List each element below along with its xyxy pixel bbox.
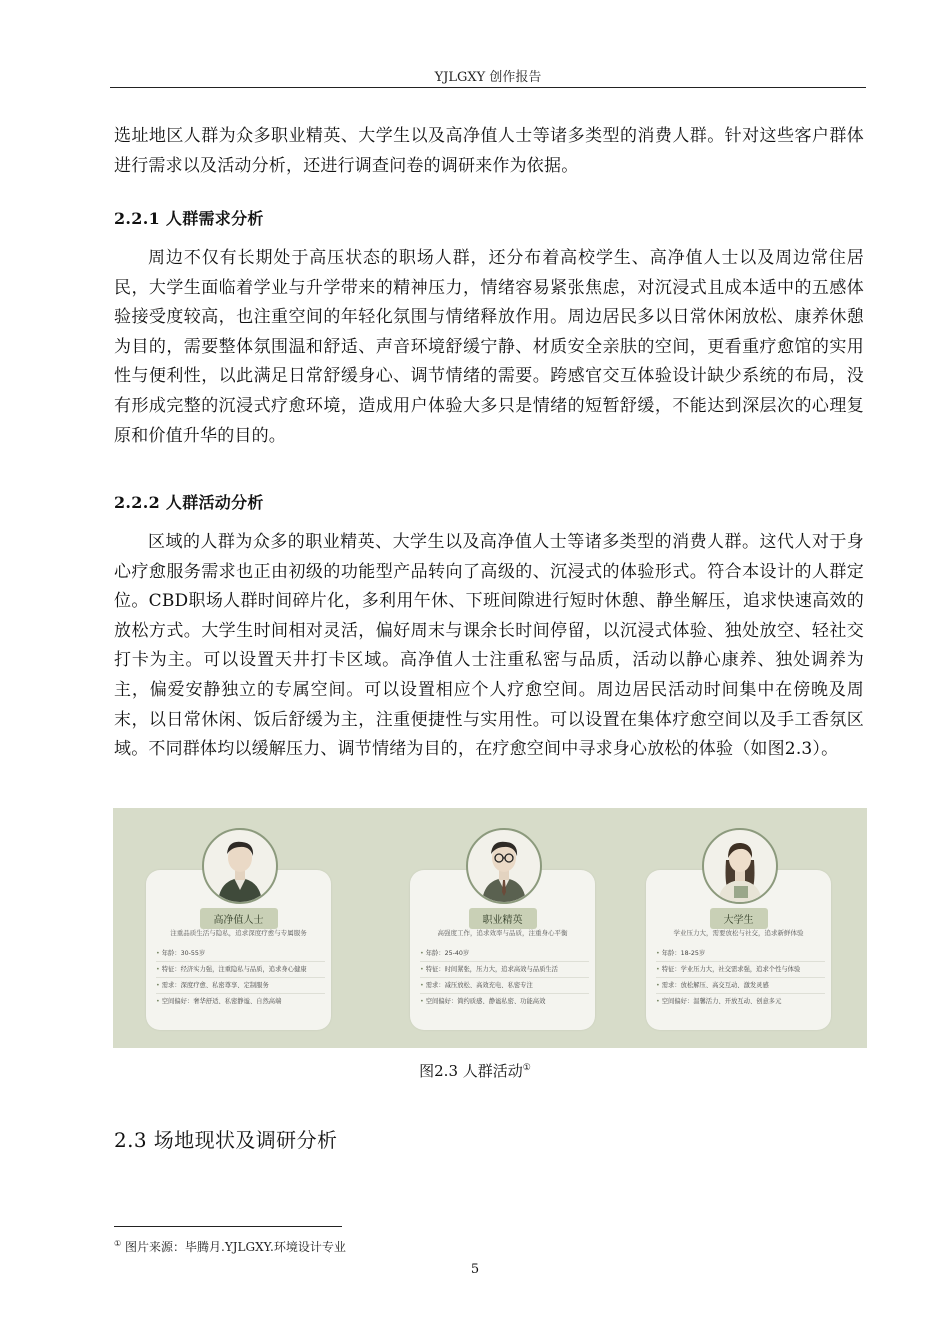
persona-card-high-net-worth: [146, 870, 331, 1030]
persona-detail: • 需求：减压放松、高效充电、私密专注: [420, 977, 589, 993]
persona-detail: • 特征：经济实力强，注重隐私与品质，追求身心健康: [156, 961, 325, 977]
persona-details: [656, 946, 825, 1009]
activity-paragraph: 区域的人群为众多的职业精英、大学生以及高净值人士等诸多类型的消费人群。这代人对于身心疗愈服务需求也正由初级的功能型产品转向了高级的、沉浸式的体验形式。符合本设计的人群定位。CBD职场人群时间碎片化，多利用午休、下班间隙进行短时休憩、静坐解压，追求快速高效的放松方式。大学生时间相对灵活，偏好周末与课余长时间停留，以沉浸式体验、独处放空、轻社交打卡为主。可以设置天井打卡区域。高净值人士注重私密与品质，活动以静心康养、独处调养为主，偏爱安静独立的专属空间。可以设置相应个人疗愈空间。周边居民活动时间集中在傍晚及周末，以日常休闲、饭后舒缓为主，注重便捷性与实用性。可以设置在集体疗愈空间以及手工香氛区域。不同群体均以缓解压力、调节情绪为目的，在疗愈空间中寻求身心放松的体验（如图2.3）。: [114, 532, 864, 760]
persona-card-student: [646, 870, 831, 1030]
persona-subtitle: 高强度工作，追求效率与品质，注重身心平衡: [437, 929, 568, 937]
persona-avatar-man-icon: [202, 828, 278, 904]
needs-paragraph: 周边不仅有长期处于高压状态的职场人群，还分布着高校学生、高净值人士以及周边常住居民，大学生面临着学业与升学带来的精神压力，情绪容易紧张焦虑，对沉浸式且成本适中的五感体验接受度较高，也注重空间的年轻化氛围与情绪释放作用。周边居民多以日常休闲放松、康养休憩为目的，需要整体氛围温和舒适、声音环境舒缓宁静、材质安全亲肤的空间，更看重疗愈馆的实用性与便利性，以此满足日常舒缓身心、调节情绪的需要。跨感官交互体验设计缺少系统的布局，没有形成完整的沉浸式疗愈环境，造成用户体验大多只是情绪的短暂舒缓，不能达到深层次的心理复原和价值升华的目的。: [114, 248, 864, 446]
footnote-ref-mark: ①: [522, 1063, 531, 1073]
section-heading-2-3: 2.3 场地现状及调研分析: [114, 1128, 338, 1152]
figure-caption-text: 图2.3 人群活动: [419, 1062, 523, 1080]
persona-detail: • 特征：时间紧张，压力大，追求高效与品质生活: [420, 961, 589, 977]
section-heading-2-2-2: 2.2.2 人群活动分析: [114, 493, 264, 512]
page-number: 5: [470, 1262, 480, 1277]
footnote: [114, 1238, 346, 1255]
section-heading-2-2-1: 2.2.1 人群需求分析: [114, 209, 264, 228]
persona-avatar-glasses-man-icon: [466, 828, 542, 904]
footnote-mark: ①: [114, 1239, 122, 1248]
persona-subtitle: 学业压力大，需要放松与社交，追求新鲜体验: [673, 929, 804, 937]
header-rule: [110, 87, 866, 88]
persona-detail: • 年龄：25-40岁: [420, 946, 589, 961]
persona-detail: • 需求：放松解压、高交互动、激发灵感: [656, 977, 825, 993]
footnote-rule: [114, 1226, 342, 1227]
figure-caption: [0, 1060, 950, 1081]
persona-detail: • 需求：深度疗愈、私密尊享、定制服务: [156, 977, 325, 993]
persona-details: [420, 946, 589, 1009]
persona-detail: • 特征：学业压力大，社交需求强，追求个性与体验: [656, 961, 825, 977]
persona-detail: • 空间偏好：温馨活力、开放互动、创意多元: [656, 993, 825, 1009]
running-header: YJLGXY 创作报告: [434, 70, 542, 85]
persona-detail: • 空间偏好：奢华舒适、私密静谧、自然高端: [156, 993, 325, 1009]
persona-avatar-girl-icon: [702, 828, 778, 904]
persona-title: 职业精英: [469, 908, 537, 929]
persona-detail: • 年龄：30-55岁: [156, 946, 325, 961]
persona-title: 高净值人士: [200, 908, 278, 929]
persona-card-professional: [410, 870, 595, 1030]
intro-paragraph: 选址地区人群为众多职业精英、大学生以及高净值人士等诸多类型的消费人群。针对这些客户群体进行需求以及活动分析，还进行调查问卷的调研来作为依据。: [114, 126, 864, 176]
persona-details: [156, 946, 325, 1009]
persona-detail: • 年龄：18-25岁: [656, 946, 825, 961]
persona-title: 大学生: [710, 908, 768, 929]
footnote-text: 图片来源：毕腾月.YJLGXY.环境设计专业: [125, 1240, 346, 1254]
figure-2-3: [113, 808, 867, 1048]
persona-detail: • 空间偏好：简约质感、静谧私密、功能高效: [420, 993, 589, 1009]
persona-subtitle: 注重品质生活与隐私，追求深度疗愈与专属服务: [170, 929, 307, 937]
